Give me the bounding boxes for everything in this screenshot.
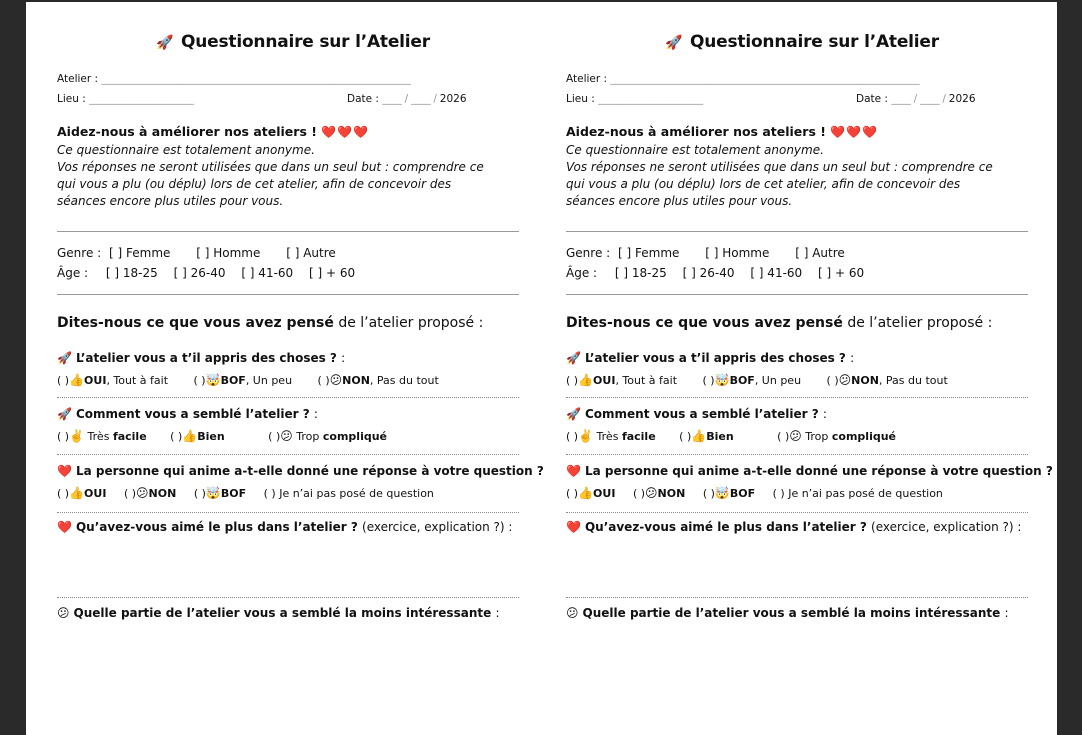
confused-face-icon: 😕 — [57, 606, 70, 620]
answer-prefix: Très — [87, 430, 110, 443]
checkbox[interactable]: ( ) — [632, 487, 646, 500]
question-1 — [566, 351, 854, 365]
divider — [57, 397, 519, 398]
checkbox[interactable]: ( ) — [702, 374, 715, 387]
answer-bien[interactable] — [170, 429, 225, 443]
hearts-icon: ❤️❤️❤️ — [321, 125, 370, 139]
age-row — [57, 266, 355, 280]
answer-non[interactable] — [318, 373, 439, 387]
question-5 — [566, 606, 1008, 620]
age-option-26-40[interactable]: [ ] 26-40 — [173, 266, 226, 280]
answer-label: Bien — [197, 430, 225, 443]
answer-label: OUI — [84, 374, 107, 387]
divider — [566, 397, 1028, 398]
date-separator: / — [404, 93, 408, 105]
answer-bien[interactable] — [679, 429, 734, 443]
question-2-text: Comment vous a semblé l’atelier ? — [75, 407, 310, 421]
confused-face-icon: 😕 — [838, 373, 852, 387]
confused-face-icon: 😕 — [645, 486, 658, 500]
question-5-text: Quelle partie de l’atelier vous a semblé la moins intéressante — [73, 606, 492, 620]
mind-blown-icon: 🤯 — [714, 373, 730, 387]
genre-option-autre[interactable]: [ ] Autre — [286, 246, 336, 260]
form-title — [566, 32, 1038, 52]
age-option-18-25[interactable]: [ ] 18-25 — [105, 266, 158, 280]
thumbs-up-icon: 👍 — [69, 373, 85, 387]
date-day-blank[interactable]: ____ — [382, 93, 402, 105]
checkbox[interactable]: ( ) — [566, 430, 579, 443]
question-1-text: L’atelier vous a t’il appris des choses ? — [584, 351, 846, 365]
answer-label: NON — [657, 487, 686, 500]
intro-paragraph — [566, 142, 1026, 210]
lieu-field[interactable] — [57, 93, 194, 105]
thumbs-up-icon: 👍 — [578, 486, 594, 500]
lieu-field[interactable] — [566, 93, 703, 105]
question-3-text: La personne qui anime a-t-elle donné une réponse à votre question ? — [584, 464, 1053, 478]
checkbox[interactable]: ( ) — [679, 430, 692, 443]
checkbox[interactable]: ( ) — [826, 374, 839, 387]
heart-icon: ❤️ — [566, 520, 581, 534]
checkbox[interactable]: ( ) — [57, 430, 70, 443]
question-4-hint: (exercice, explication ?) : — [362, 520, 513, 534]
question-4 — [57, 520, 512, 534]
section-heading-rest: de l’atelier proposé : — [847, 315, 993, 331]
rocket-icon: 🚀 — [665, 35, 683, 51]
age-option-41-60[interactable]: [ ] 41-60 — [750, 266, 803, 280]
question-colon: : — [850, 351, 855, 365]
age-option-41-60[interactable]: [ ] 41-60 — [241, 266, 294, 280]
divider — [566, 512, 1028, 513]
checkbox[interactable]: ( ) — [317, 374, 330, 387]
section-heading-bold: Dites-nous ce que vous avez pensé — [566, 315, 843, 331]
answer-label: BOF — [729, 374, 755, 387]
checkbox[interactable]: ( ) — [170, 430, 183, 443]
confused-face-icon: 😕 — [566, 606, 579, 620]
answer-detail: , Tout à fait — [615, 374, 678, 387]
divider — [57, 454, 519, 455]
answer-label: OUI — [84, 487, 107, 500]
date-separator: / — [942, 93, 946, 105]
answer-complique[interactable] — [777, 429, 896, 443]
genre-option-femme[interactable]: [ ] Femme — [109, 246, 171, 260]
intro-heading — [566, 124, 878, 139]
heart-icon: ❤️ — [566, 464, 581, 478]
question-1-text: L’atelier vous a t’il appris des choses ? — [75, 351, 337, 365]
mind-blown-icon: 🤯 — [205, 373, 221, 387]
divider — [566, 454, 1028, 455]
answer-facile[interactable] — [57, 429, 147, 443]
genre-option-homme[interactable]: [ ] Homme — [196, 246, 261, 260]
answer-oui[interactable] — [57, 373, 168, 387]
mind-blown-icon: 🤯 — [714, 486, 730, 500]
genre-label: Genre : — [566, 246, 611, 260]
atelier-field[interactable] — [57, 73, 410, 85]
intro-line: Vos réponses ne seront utilisées que dans un seul but : comprendre ce — [57, 160, 484, 174]
heart-icon: ❤️ — [57, 520, 72, 534]
rocket-icon: 🚀 — [566, 351, 581, 365]
question-5 — [57, 606, 499, 620]
answer-label: facile — [112, 430, 147, 443]
lieu-label: Lieu : — [57, 93, 86, 105]
intro-heading — [57, 124, 369, 139]
question-2-answers — [566, 429, 896, 443]
checkbox[interactable]: ( ) — [193, 374, 206, 387]
answer-detail: , Un peu — [754, 374, 802, 387]
question-2 — [57, 407, 318, 421]
question-4-text: Qu’avez-vous aimé le plus dans l’atelier ? — [584, 520, 867, 534]
answer-detail: , Un peu — [245, 374, 293, 387]
form-title-text: Questionnaire sur l’Atelier — [689, 32, 939, 52]
checkbox[interactable]: ( ) — [193, 487, 206, 500]
genre-row — [57, 246, 336, 260]
answer-detail: Je n’ai pas posé de question — [279, 487, 434, 500]
divider — [57, 597, 519, 598]
age-row — [566, 266, 864, 280]
answer-prefix: Très — [596, 430, 619, 443]
question-5-text: Quelle partie de l’atelier vous a semblé la moins intéressante — [582, 606, 1001, 620]
answer-label: Bien — [706, 430, 734, 443]
date-year: 2026 — [439, 93, 467, 105]
confused-face-icon: 😕 — [329, 373, 343, 387]
question-2 — [566, 407, 827, 421]
intro-line: Ce questionnaire est totalement anonyme. — [57, 143, 315, 157]
answer-label: BOF — [220, 374, 246, 387]
question-2-text: Comment vous a semblé l’atelier ? — [584, 407, 819, 421]
answer-prefix: Trop — [296, 430, 320, 443]
answer-bof[interactable] — [703, 373, 802, 387]
answer-label: NON — [342, 374, 370, 387]
section-heading — [566, 315, 992, 331]
intro-line: séances encore plus utiles pour vous. — [57, 194, 284, 208]
lieu-label: Lieu : — [566, 93, 595, 105]
age-label: Âge : — [566, 266, 598, 280]
date-separator: / — [433, 93, 437, 105]
form-title — [57, 32, 529, 52]
genre-label: Genre : — [57, 246, 102, 260]
rocket-icon: 🚀 — [57, 351, 72, 365]
question-1-answers — [566, 373, 948, 387]
divider — [57, 231, 519, 232]
rocket-icon: 🚀 — [156, 35, 174, 51]
divider — [57, 294, 519, 295]
answer-label: BOF — [729, 487, 756, 500]
age-label: Âge : — [57, 266, 89, 280]
answer-label: facile — [621, 430, 656, 443]
thumbs-up-icon: 👍 — [182, 429, 198, 443]
date-label: Date : — [856, 93, 888, 105]
question-3 — [57, 464, 544, 478]
atelier-label: Atelier : — [566, 73, 608, 85]
intro-line: séances encore plus utiles pour vous. — [566, 194, 793, 208]
answer-non[interactable] — [633, 486, 685, 500]
question-1-answers — [57, 373, 439, 387]
victory-hand-icon: ✌️ — [69, 429, 85, 443]
age-option-60-plus[interactable]: [ ] + 60 — [818, 266, 865, 280]
lieu-blank[interactable]: ______________________ — [89, 93, 194, 105]
answer-oui[interactable] — [566, 486, 615, 500]
heart-icon: ❤️ — [57, 464, 72, 478]
answer-label: BOF — [220, 487, 247, 500]
checkbox[interactable]: ( ) — [566, 487, 579, 500]
answer-facile[interactable] — [566, 429, 656, 443]
confused-face-icon: 😕 — [789, 429, 802, 443]
date-month-blank[interactable]: ____ — [411, 93, 431, 105]
question-3 — [566, 464, 1053, 478]
answer-oui[interactable] — [57, 486, 106, 500]
answer-non[interactable] — [124, 486, 176, 500]
question-2-answers — [57, 429, 387, 443]
answer-label: OUI — [593, 487, 616, 500]
atelier-label: Atelier : — [57, 73, 99, 85]
answer-no-question[interactable] — [773, 487, 943, 500]
document-page — [26, 2, 1057, 735]
date-label: Date : — [347, 93, 379, 105]
intro-heading-text: Aidez-nous à améliorer nos ateliers ! — [57, 124, 317, 139]
answer-complique[interactable] — [268, 429, 387, 443]
confused-face-icon: 😕 — [280, 429, 293, 443]
genre-option-homme[interactable]: [ ] Homme — [705, 246, 770, 260]
date-field[interactable] — [856, 93, 976, 105]
divider — [566, 231, 1028, 232]
age-option-18-25[interactable]: [ ] 18-25 — [614, 266, 667, 280]
answer-label: compliqué — [322, 430, 388, 443]
intro-heading-text: Aidez-nous à améliorer nos ateliers ! — [566, 124, 826, 139]
thumbs-up-icon: 👍 — [691, 429, 707, 443]
divider — [566, 294, 1028, 295]
answer-bof[interactable] — [194, 486, 246, 500]
genre-option-autre[interactable]: [ ] Autre — [795, 246, 845, 260]
answer-oui[interactable] — [566, 373, 677, 387]
section-heading — [57, 315, 483, 331]
answer-detail: , Pas du tout — [878, 374, 948, 387]
question-3-text: La personne qui anime a-t-elle donné une réponse à votre question ? — [75, 464, 544, 478]
victory-hand-icon: ✌️ — [578, 429, 594, 443]
question-4-hint: (exercice, explication ?) : — [871, 520, 1022, 534]
answer-detail: Je n’ai pas posé de question — [788, 487, 943, 500]
answer-label: compliqué — [831, 430, 897, 443]
date-day-blank[interactable]: ____ — [891, 93, 911, 105]
checkbox[interactable]: ( ) — [57, 487, 70, 500]
checkbox[interactable]: ( ) — [123, 487, 137, 500]
age-option-26-40[interactable]: [ ] 26-40 — [682, 266, 735, 280]
hearts-icon: ❤️❤️❤️ — [830, 125, 879, 139]
intro-line: qui vous a plu (ou déplu) lors de cet atelier, afin de concevoir des — [57, 177, 452, 191]
confused-face-icon: 😕 — [136, 486, 149, 500]
intro-line: Ce questionnaire est totalement anonyme. — [566, 143, 824, 157]
question-colon: : — [1004, 606, 1009, 620]
question-colon: : — [313, 407, 318, 421]
divider — [57, 512, 519, 513]
checkbox[interactable]: ( ) — [268, 430, 281, 443]
thumbs-up-icon: 👍 — [578, 373, 594, 387]
answer-no-question[interactable] — [264, 487, 434, 500]
answer-non[interactable] — [827, 373, 948, 387]
lieu-blank[interactable]: ______________________ — [598, 93, 703, 105]
checkbox[interactable]: ( ) — [777, 430, 790, 443]
date-month-blank[interactable]: ____ — [920, 93, 940, 105]
atelier-blank[interactable]: _________________________________________________________________ — [610, 73, 920, 85]
answer-bof[interactable] — [194, 373, 293, 387]
question-3-answers — [57, 486, 434, 500]
section-heading-rest: de l’atelier proposé : — [338, 315, 484, 331]
thumbs-up-icon: 👍 — [69, 486, 85, 500]
age-option-60-plus[interactable]: [ ] + 60 — [309, 266, 356, 280]
atelier-field[interactable] — [566, 73, 919, 85]
genre-row — [566, 246, 845, 260]
atelier-blank[interactable]: _________________________________________________________________ — [101, 73, 411, 85]
question-3-answers — [566, 486, 943, 500]
rocket-icon: 🚀 — [57, 407, 72, 421]
checkbox[interactable]: ( ) — [702, 487, 715, 500]
answer-bof[interactable] — [703, 486, 755, 500]
intro-line: qui vous a plu (ou déplu) lors de cet atelier, afin de concevoir des — [566, 177, 961, 191]
question-colon: : — [341, 351, 346, 365]
answer-detail: , Pas du tout — [369, 374, 439, 387]
divider — [566, 597, 1028, 598]
answer-detail: , Tout à fait — [106, 374, 169, 387]
date-field[interactable] — [347, 93, 467, 105]
answer-label: NON — [148, 487, 177, 500]
question-4 — [566, 520, 1021, 534]
form-title-text: Questionnaire sur l’Atelier — [180, 32, 430, 52]
intro-paragraph — [57, 142, 517, 210]
question-colon: : — [495, 606, 500, 620]
checkbox[interactable]: ( ) — [772, 487, 785, 500]
date-separator: / — [913, 93, 917, 105]
checkbox[interactable]: ( ) — [566, 374, 579, 387]
answer-label: OUI — [593, 374, 616, 387]
question-colon: : — [822, 407, 827, 421]
rocket-icon: 🚀 — [566, 407, 581, 421]
checkbox[interactable]: ( ) — [263, 487, 276, 500]
mind-blown-icon: 🤯 — [205, 486, 221, 500]
question-1 — [57, 351, 345, 365]
genre-option-femme[interactable]: [ ] Femme — [618, 246, 680, 260]
date-year: 2026 — [948, 93, 976, 105]
section-heading-bold: Dites-nous ce que vous avez pensé — [57, 315, 334, 331]
answer-label: NON — [851, 374, 879, 387]
answer-prefix: Trop — [805, 430, 829, 443]
checkbox[interactable]: ( ) — [57, 374, 70, 387]
question-4-text: Qu’avez-vous aimé le plus dans l’atelier ? — [75, 520, 358, 534]
intro-line: Vos réponses ne seront utilisées que dans un seul but : comprendre ce — [566, 160, 993, 174]
